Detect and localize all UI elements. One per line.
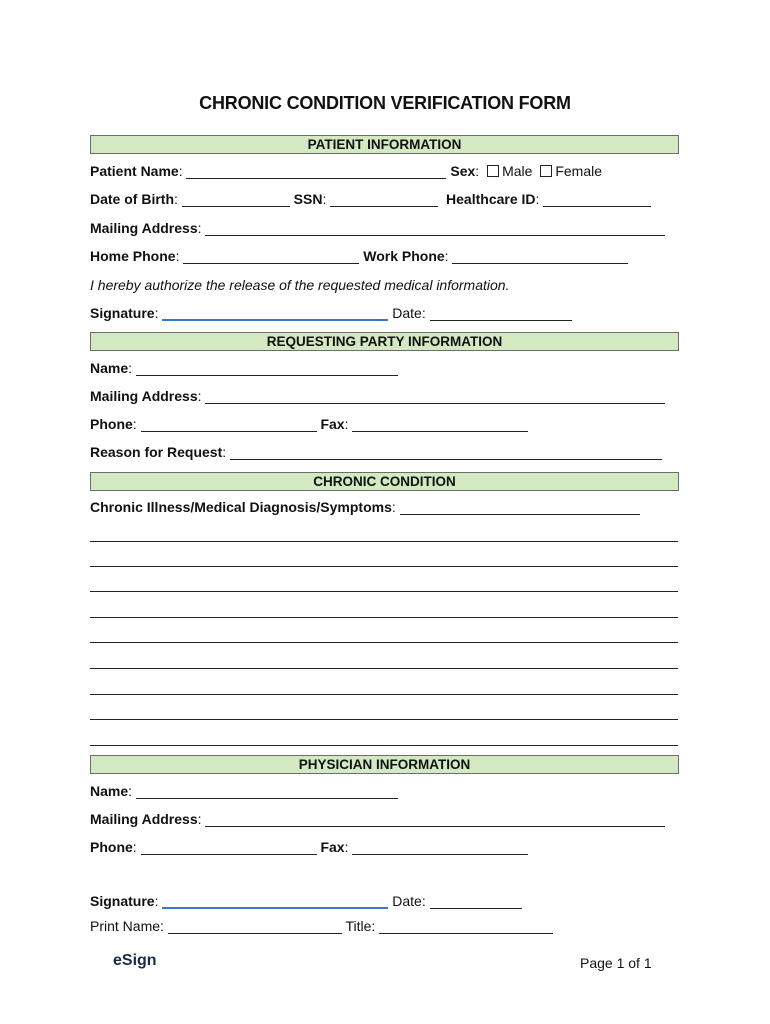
physician-fax-field[interactable]	[352, 840, 528, 855]
condition-line[interactable]	[90, 745, 678, 746]
print-name-label: Print Name:	[90, 918, 164, 934]
female-checkbox[interactable]	[540, 165, 552, 177]
physician-name-row: Name:	[90, 783, 398, 799]
physician-signature-row: Signature: Date:	[90, 893, 522, 909]
home-phone-field[interactable]	[183, 249, 359, 264]
form-title: CHRONIC CONDITION VERIFICATION FORM	[199, 93, 571, 113]
patient-date-field[interactable]	[430, 306, 572, 321]
home-phone-label: Home Phone	[90, 248, 176, 264]
ssn-label: SSN	[293, 191, 323, 207]
section-header-physician: PHYSICIAN INFORMATION	[90, 755, 679, 774]
condition-line[interactable]	[90, 566, 678, 567]
title-field[interactable]	[379, 919, 553, 934]
patient-name-row: Patient Name: Sex: Male Female	[90, 163, 603, 179]
physician-phone-label: Phone	[90, 839, 133, 855]
requesting-address-field[interactable]	[205, 389, 665, 404]
requesting-phone-label: Phone	[90, 416, 133, 432]
sex-label: Sex	[450, 163, 476, 179]
work-phone-label: Work Phone	[363, 248, 445, 264]
patient-signature-row: Signature: Date:	[90, 305, 572, 321]
requesting-fax-label: Fax	[320, 416, 345, 432]
physician-address-row: Mailing Address:	[90, 811, 665, 827]
page-number: Page 1 of 1	[580, 955, 652, 971]
patient-signature-field[interactable]	[162, 306, 388, 321]
physician-signature-field[interactable]	[162, 894, 388, 909]
patient-address-field[interactable]	[205, 221, 665, 236]
physician-phone-field[interactable]	[141, 840, 317, 855]
patient-name-label: Patient Name	[90, 163, 179, 179]
condition-field[interactable]	[400, 500, 640, 515]
patient-date-label: Date:	[392, 305, 426, 321]
requesting-name-field[interactable]	[136, 361, 398, 376]
patient-address-row: Mailing Address:	[90, 220, 665, 236]
section-header-condition: CHRONIC CONDITION	[90, 472, 679, 491]
requesting-phone-row: Phone: Fax:	[90, 416, 528, 432]
physician-signature-label: Signature	[90, 893, 155, 909]
dob-row: Date of Birth: SSN: Healthcare ID:	[90, 191, 651, 207]
patient-address-label: Mailing Address	[90, 220, 198, 236]
healthcare-id-label: Healthcare ID	[446, 191, 536, 207]
work-phone-field[interactable]	[452, 249, 628, 264]
requesting-phone-field[interactable]	[141, 417, 317, 432]
physician-address-field[interactable]	[205, 812, 665, 827]
title-label: Title:	[345, 918, 376, 934]
male-checkbox[interactable]	[487, 165, 499, 177]
requesting-address-row: Mailing Address:	[90, 388, 665, 404]
condition-line[interactable]	[90, 541, 678, 542]
dob-field[interactable]	[182, 192, 290, 207]
physician-name-label: Name	[90, 783, 129, 799]
condition-line[interactable]	[90, 591, 678, 592]
section-header-patient: PATIENT INFORMATION	[90, 135, 679, 154]
female-label: Female	[555, 163, 603, 179]
physician-name-field[interactable]	[136, 784, 398, 799]
male-label: Male	[502, 163, 533, 179]
authorization-text: I hereby authorize the release of the requested medical information.	[90, 277, 510, 293]
patient-signature-label: Signature	[90, 305, 155, 321]
physician-date-label: Date:	[392, 893, 426, 909]
physician-phone-row: Phone: Fax:	[90, 839, 528, 855]
condition-line[interactable]	[90, 668, 678, 669]
ssn-field[interactable]	[330, 192, 438, 207]
section-header-requesting: REQUESTING PARTY INFORMATION	[90, 332, 679, 351]
requesting-address-label: Mailing Address	[90, 388, 198, 404]
print-name-field[interactable]	[168, 919, 342, 934]
reason-label: Reason for Request	[90, 444, 223, 460]
dob-label: Date of Birth	[90, 191, 174, 207]
condition-row: Chronic Illness/Medical Diagnosis/Symptoms:	[90, 499, 640, 515]
condition-line[interactable]	[90, 719, 678, 720]
reason-field[interactable]	[230, 445, 662, 460]
esign-logo: eSign	[113, 952, 157, 969]
physician-fax-label: Fax	[320, 839, 345, 855]
condition-line[interactable]	[90, 642, 678, 643]
requesting-name-row: Name:	[90, 360, 398, 376]
patient-name-field[interactable]	[186, 164, 446, 179]
condition-line[interactable]	[90, 694, 678, 695]
healthcare-id-field[interactable]	[543, 192, 651, 207]
requesting-fax-field[interactable]	[352, 417, 528, 432]
condition-line[interactable]	[90, 617, 678, 618]
reason-row: Reason for Request:	[90, 444, 662, 460]
condition-label: Chronic Illness/Medical Diagnosis/Symptoms	[90, 499, 392, 515]
patient-phone-row: Home Phone: Work Phone:	[90, 248, 628, 264]
physician-address-label: Mailing Address	[90, 811, 198, 827]
print-name-row	[90, 918, 553, 934]
requesting-name-label: Name	[90, 360, 129, 376]
physician-date-field[interactable]	[430, 894, 522, 909]
